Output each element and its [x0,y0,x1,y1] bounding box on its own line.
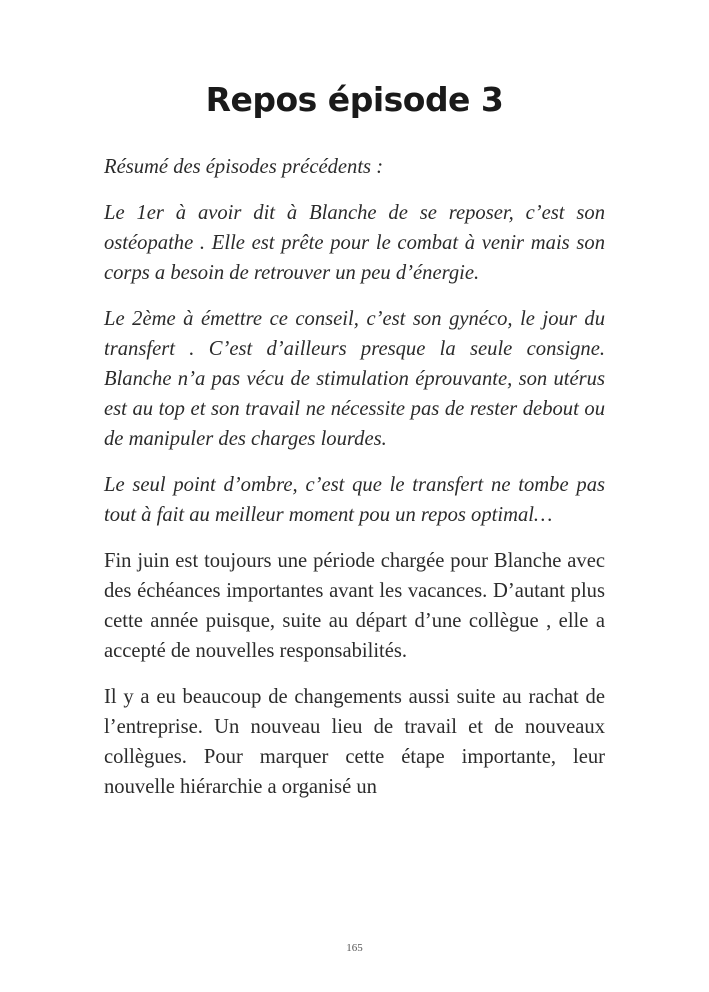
paragraph-osteopath: Le 1er à avoir dit à Blanche de se reposer, c’est son ostéopathe . Elle est prête pour le combat à venir mais son corps a besoin de retrouver un peu d’énergie. [104,202,605,284]
paragraph-gyneco: Le 2ème à émettre ce conseil, c’est son gynéco, le jour du transfert . C’est d’ailleurs presque la seule consigne. Blanche n’a pas vécu de stimulation éprouvante, son utérus est au top et son travail ne nécessite pas de rester debout ou de manipuler des charges lourdes. [104,308,605,450]
chapter-title: Repos épisode 3 [205,80,504,119]
paragraph-june: Fin juin est toujours une période chargée pour Blanche avec des échéances importantes avant les vacances. D’autant plus cette année puisque, suite au départ d’une collègue , elle a accepté de nouvelles responsabilités. [104,550,605,662]
paragraph-changes: Il y a eu beaucoup de changements aussi suite au rachat de l’entreprise. Un nouveau lieu de travail et de nouveaux collègues. Pour marquer cette étape importante, leur nouvelle hiérarchie a organisé un [104,686,605,798]
page-number: 165 [346,942,363,954]
body-text [104,152,605,818]
summary-heading: Résumé des épisodes précédents : [104,156,384,178]
paragraph-shadow: Le seul point d’ombre, c’est que le transfert ne tombe pas tout à fait au meilleur moment pou un repos optimal… [104,474,605,526]
